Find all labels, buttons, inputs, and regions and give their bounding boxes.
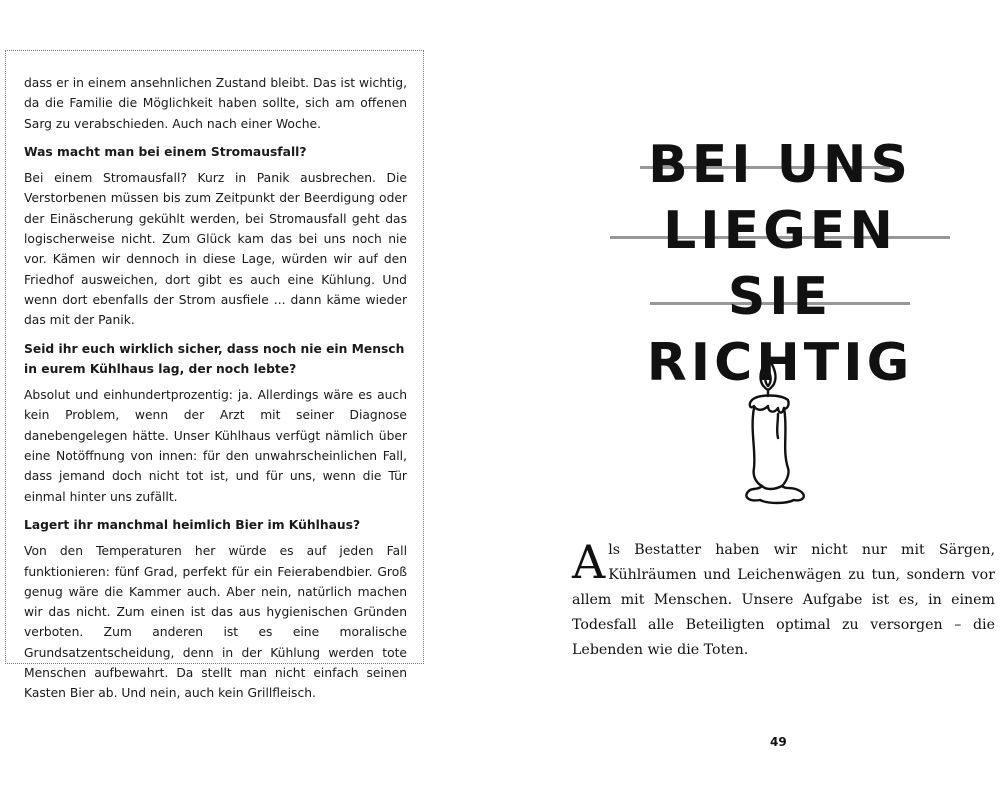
chapter-intro [572,535,995,663]
question-heading: Seid ihr euch wirklich sicher, dass noch nie ein Mensch in eurem Kühlhaus lag, der noch lebte? [24,341,405,376]
answer-paragraph: Absolut und einhundertprozentig: ja. Allerdings wäre es auch kein Problem, wenn der Arzt mit seiner Diagnose danebengelegen hätte. Unser Kühlhaus verfügt nämlich über eine Notöffnung von innen: für den unwahrscheinlichen Fall, dass jemand doch nicht tot ist, und für uns, wenn die Tür einmal hinter uns zufällt. [24,388,407,504]
question-heading: Lagert ihr manchmal heimlich Bier im Kühlhaus? [24,517,361,532]
title-line-3: RICHTIG [646,333,914,393]
question-heading: Was macht man bei einem Stromausfall? [24,144,307,159]
answer-paragraph: Von den Temperaturen her würde es auf jeden Fall funktionieren: fünf Grad, perfekt für ein Feierabendbier. Groß genug wäre die Kammer auch. Aber nein, natürlich machen wir das nicht. Zum einen ist das aus hygienischen Gründen verboten. Zum anderen ist es eine moralische Grundsatzentscheidung, denn in der Kühlung werden tote Menschen aufbewahrt. Da stellt man nicht einfach seinen Kasten Bier ab. Und nein, auch kein Grillfleisch. [24,544,407,701]
answer-paragraph: dass er in einem ansehnlichen Zustand bleibt. Das ist wichtig, da die Familie die Möglichkeit haben sollte, sich am offenen Sarg zu verabschieden. Auch nach einer Woche. [24,76,407,131]
title-line-1: BEI UNS [648,135,912,195]
interview-text-box [5,50,424,701]
candle-icon [738,350,828,510]
drop-cap: A [572,535,606,589]
title-line-2: LIEGEN SIE [663,201,897,327]
page-number: 49 [770,735,787,749]
answer-paragraph: Bei einem Stromausfall? Kurz in Panik ausbrechen. Die Verstorbenen müssen bis zum Zeitpunkt der Beerdigung oder der Einäscherung gekühlt werden, bei Stromausfall geht das logischerweise nicht. Zum Glück kam das bei uns noch nie vor. Kämen wir dennoch in diese Lage, würden wir auf den Friedhof ausweichen, dort gibt es auch eine Kühlung. Und wenn dort ebenfalls der Strom ausfiele ... dann käme wieder das mit der Panik. [24,171,407,328]
intro-text: ls Bestatter haben wir nicht nur mit Särgen, Kühlräumen und Leichenwägen zu tun, sondern vor allem mit Menschen. Unsere Aufgabe ist es, in einem Todesfall alle Beteiligten optimal zu versorgen – die Lebenden wie die Toten. [572,542,995,658]
